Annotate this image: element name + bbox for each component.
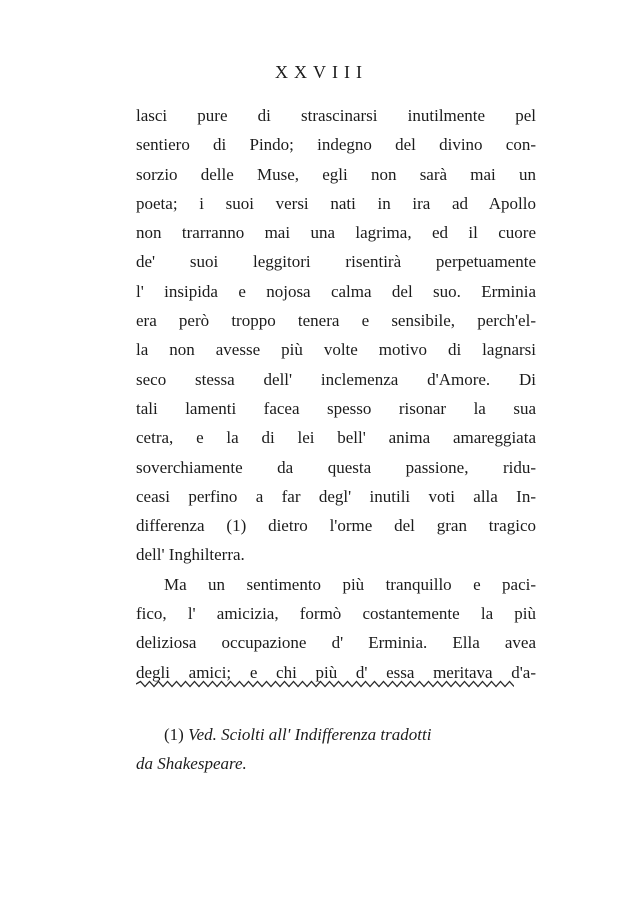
body-text <box>136 101 536 687</box>
text-line: sorzio delle Muse, egli non sarà mai un <box>136 164 536 184</box>
text-line: l' insipida e nojosa calma del suo. Erminia <box>136 281 536 301</box>
text-line: fico, l' amicizia, formò costantemente la più <box>136 604 536 624</box>
text-line: soverchiamente da questa passione, ridu- <box>136 457 536 477</box>
text-line: lasci pure di strascinarsi inutilmente pel <box>136 106 536 125</box>
footnote-marker: (1) <box>164 725 184 744</box>
text-line: poeta; i suoi versi nati in ira ad Apollo <box>136 193 536 213</box>
text-line: la non avesse più volte motivo di lagnarsi <box>136 340 536 360</box>
text-line: sentiero di Pindo; indegno del divino con- <box>136 135 536 155</box>
text-line: tali lamenti facea spesso risonar la sua <box>136 398 536 418</box>
footnote-text: Ved. Sciolti all' Indifferenza tradotti <box>188 725 432 744</box>
text-line: de' suoi leggitori risentirà perpetuamente <box>136 252 536 272</box>
footnote-line <box>136 720 536 749</box>
text-line: deliziosa occupazione d' Erminia. Ella avea <box>136 633 536 653</box>
footnote-line <box>136 749 536 778</box>
text-line: ceasi perfino a far degl' inutili voti alla In- <box>136 486 536 506</box>
page-number-header: XXVIII <box>275 62 368 82</box>
text-line: differenza (1) dietro l'orme del gran tragico <box>136 516 536 536</box>
text-line: non trarranno mai una lagrima, ed il cuore <box>136 223 536 243</box>
text-line: degli amici; e chi più d' essa meritava d'a- <box>136 662 536 682</box>
text-line: era però troppo tenera e sensibile, perch'el- <box>136 311 536 331</box>
footnote-text: da Shakespeare. <box>136 754 247 773</box>
footnote <box>136 720 536 778</box>
footnote-separator-rule <box>136 680 514 688</box>
paragraph-end-line: dell' Inghilterra. <box>136 545 245 565</box>
text-line: cetra, e la di lei bell' anima amareggiata <box>136 428 536 448</box>
text-line: seco stessa dell' inclemenza d'Amore. Di <box>136 369 536 389</box>
paragraph-start-line: Ma un sentimento più tranquillo e paci- <box>164 574 536 594</box>
